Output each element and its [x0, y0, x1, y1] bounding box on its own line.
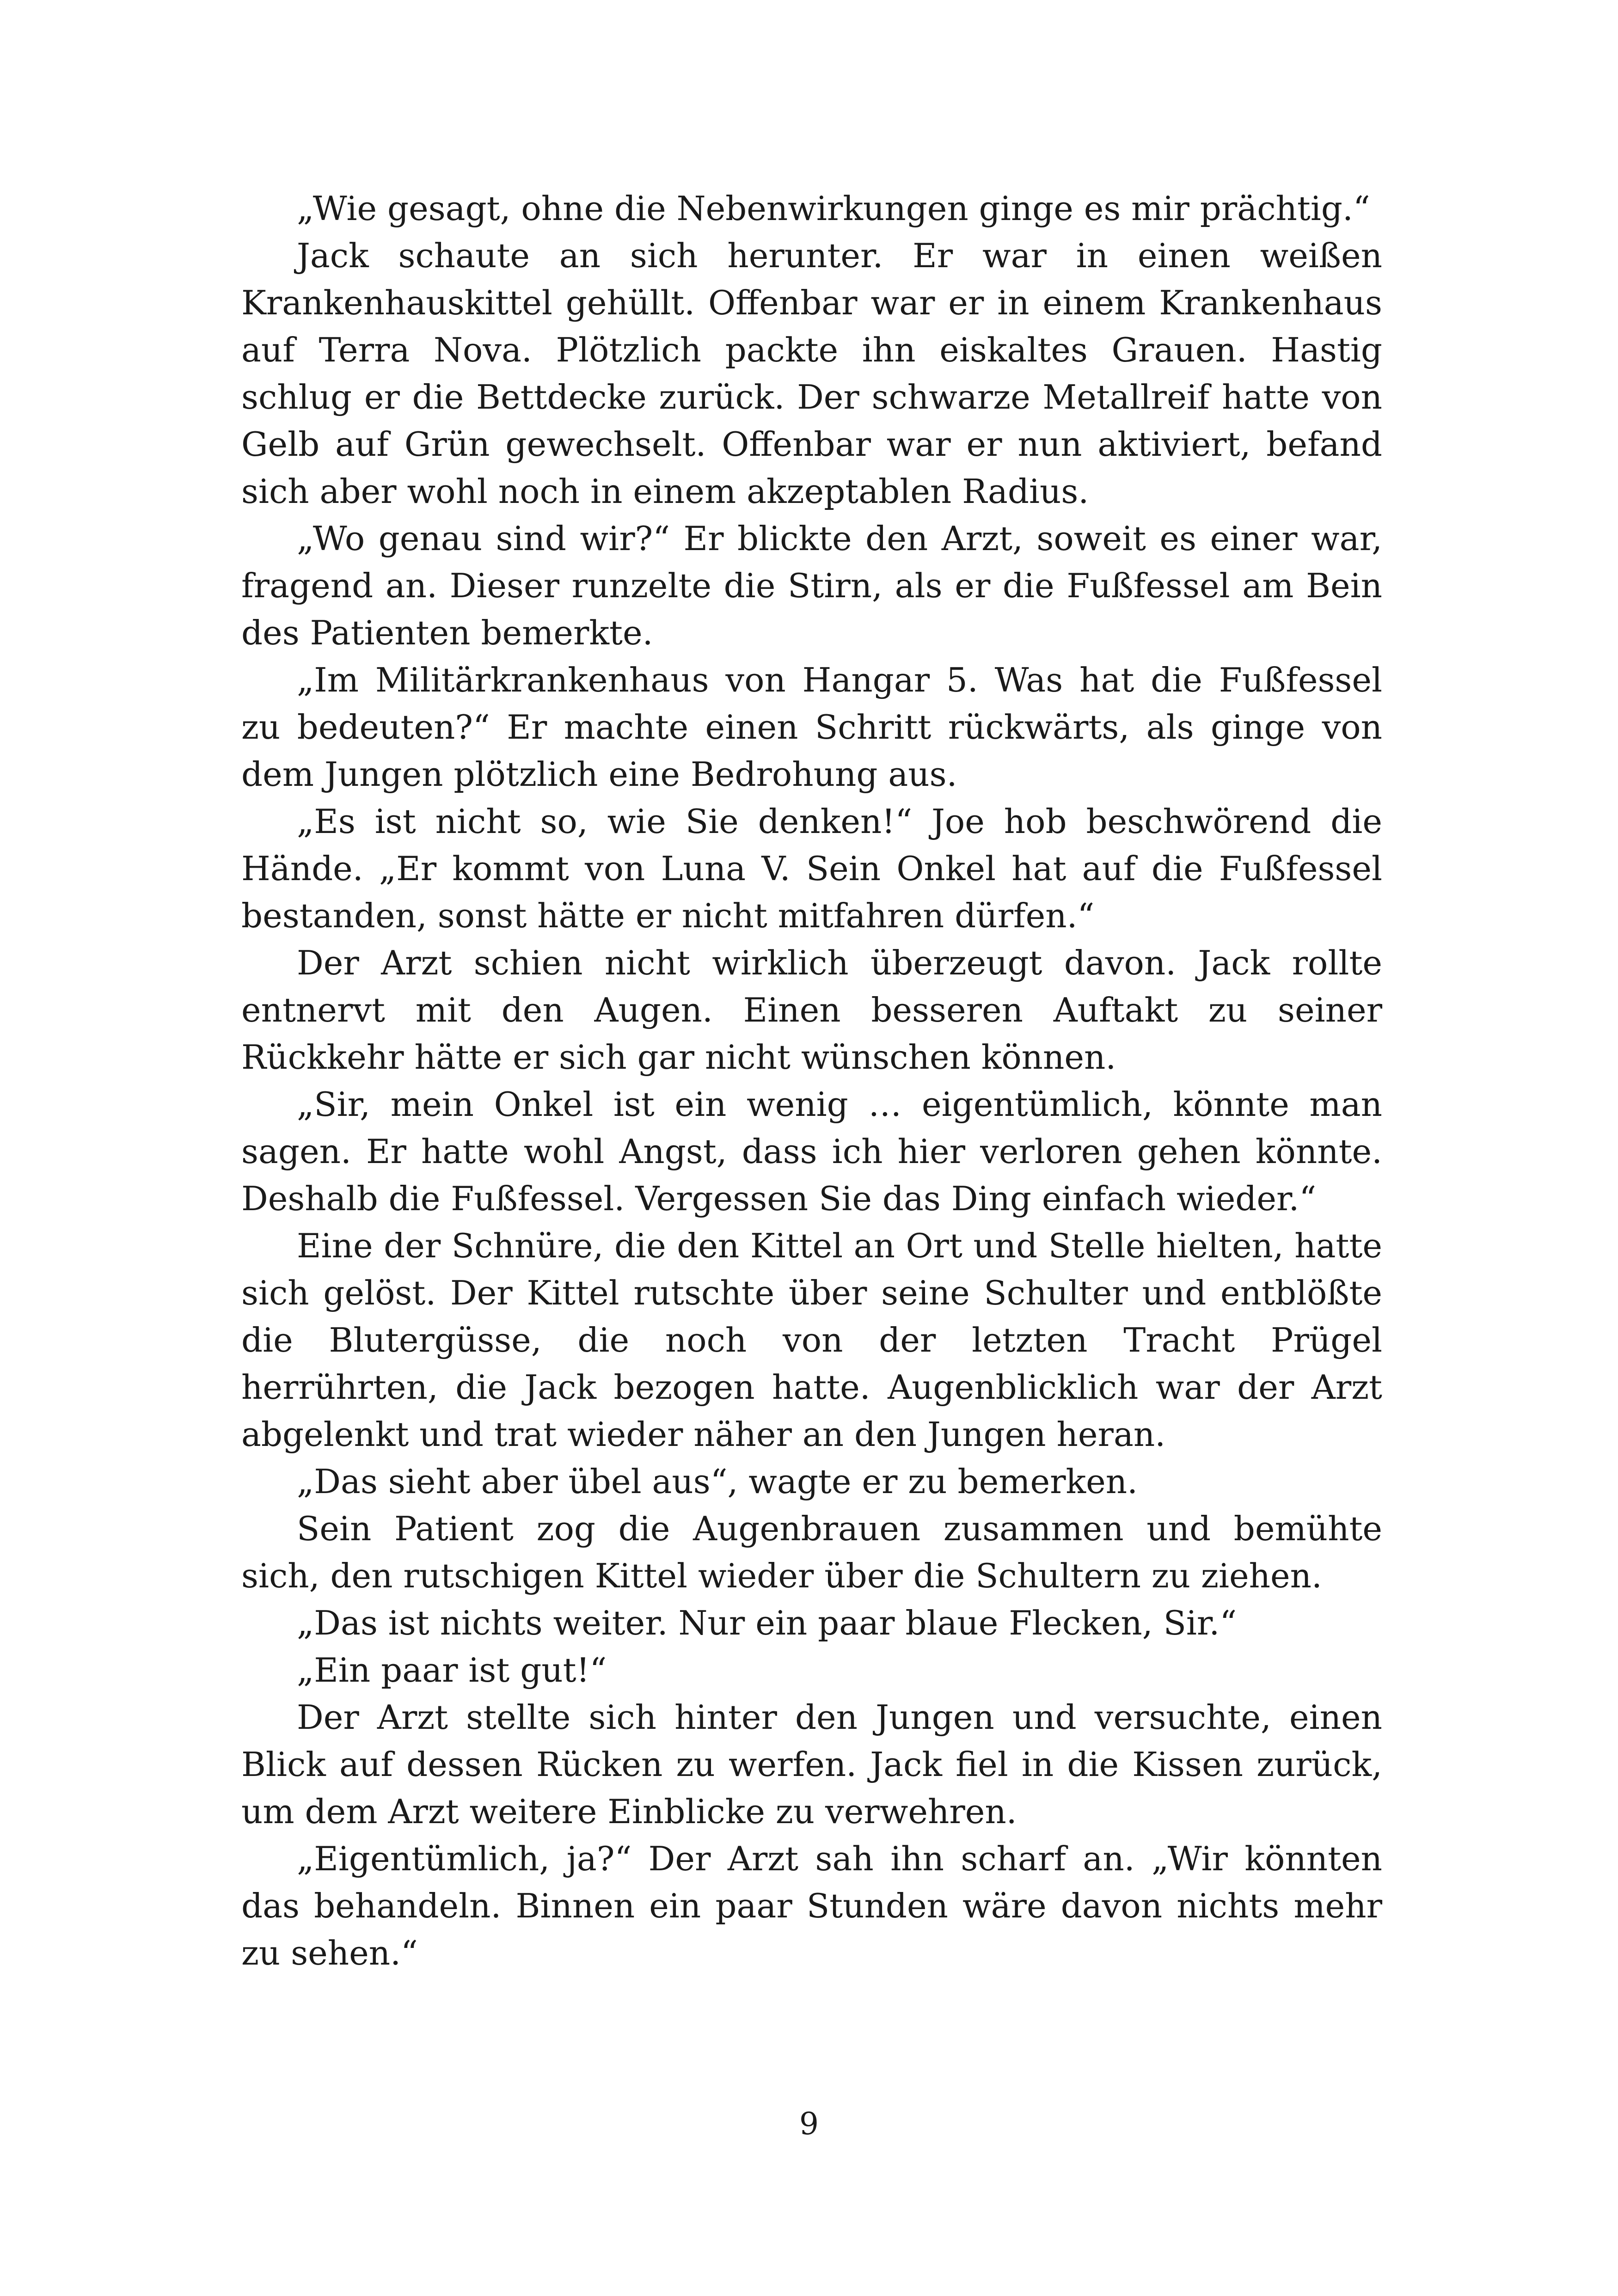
- paragraph: „Es ist nicht so, wie Sie denken!“ Joe hob beschwörend die Hände. „Er kommt von Luna V. Sein Onkel hat auf die Fußfessel bestanden, sonst hätte er nicht mitfahren dürfen.“: [241, 802, 1382, 935]
- paragraph: Der Arzt stellte sich hinter den Jungen und versuchte, einen Blick auf dessen Rücken zu werfen. Jack fiel in die Kissen zurück, um dem Arzt weitere Einblicke zu verwehren.: [241, 1698, 1382, 1831]
- page-number: 9: [799, 2106, 819, 2142]
- paragraph: „Das ist nichts weiter. Nur ein paar blaue Flecken, Sir.“: [297, 1604, 1237, 1642]
- paragraph: Der Arzt schien nicht wirklich überzeugt davon. Jack rollte entnervt mit den Augen. Einen besseren Auftakt zu seiner Rückkehr hätte er sich gar nicht wünschen können.: [241, 943, 1382, 1077]
- paragraph: Jack schaute an sich herunter. Er war in einen weißen Krankenhauskittel gehüllt. Offenbar war er in einem Krankenhaus auf Terra Nova. Plötzlich packte ihn eiskaltes Grauen. Hastig schlug er die Bettdecke zurück. Der schwarze Metallreif hatte von Gelb auf Grün gewechselt. Offenbar war er nun aktiviert, befand sich aber wohl noch in einem akzeptablen Radius.: [241, 236, 1382, 511]
- paragraph: „Das sieht aber übel aus“, wagte er zu bemerken.: [297, 1462, 1138, 1501]
- paragraph: „Ein paar ist gut!“: [297, 1651, 607, 1690]
- paragraph: Eine der Schnüre, die den Kittel an Ort und Stelle hielten, hatte sich gelöst. Der Kittel rutschte über seine Schulter und entblößte die Blutergüsse, die noch von der letzten Tracht Prügel herrührten, die Jack bezogen hatte. Augenblicklich war der Arzt abgelenkt und trat wieder näher an den Jungen heran.: [241, 1226, 1382, 1454]
- paragraph: „Eigentümlich, ja?“ Der Arzt sah ihn scharf an. „Wir könnten das behandeln. Binnen ein paar Stunden wäre davon nichts mehr zu sehen.“: [241, 1839, 1382, 1972]
- body-text: [241, 185, 1382, 1977]
- paragraph: „Im Militärkrankenhaus von Hangar 5. Was hat die Fußfessel zu bedeuten?“ Er machte einen Schritt rückwärts, als ginge von dem Jungen plötzlich eine Bedrohung aus.: [241, 661, 1382, 794]
- paragraph: „Wie gesagt, ohne die Nebenwirkungen ginge es mir prächtig.“: [297, 189, 1370, 228]
- paragraph: „Wo genau sind wir?“ Er blickte den Arzt, soweit es einer war, fragend an. Dieser runzelte die Stirn, als er die Fußfessel am Bein des Patienten bemerkte.: [241, 519, 1382, 652]
- paragraph: „Sir, mein Onkel ist ein wenig … eigentümlich, könnte man sagen. Er hatte wohl Angst, dass ich hier verloren gehen könnte. Deshalb die Fußfessel. Vergessen Sie das Ding einfach wieder.“: [241, 1085, 1382, 1218]
- paragraph: Sein Patient zog die Augenbrauen zusammen und bemühte sich, den rutschigen Kittel wieder über die Schultern zu ziehen.: [241, 1509, 1382, 1595]
